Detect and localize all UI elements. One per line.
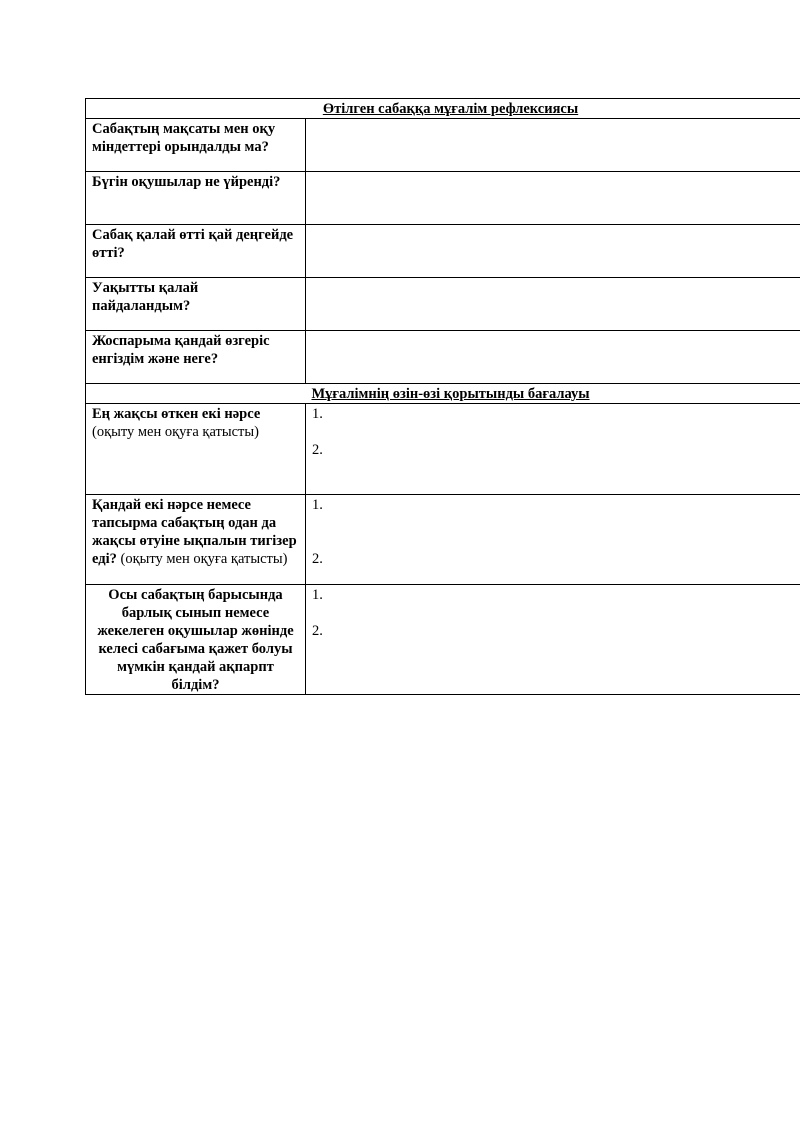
answer-cell[interactable] bbox=[306, 225, 800, 278]
answer-number-2: 2. bbox=[312, 623, 323, 639]
table-row bbox=[86, 495, 800, 585]
answer-number-1: 1. bbox=[312, 587, 323, 603]
answer-cell[interactable] bbox=[306, 172, 800, 225]
answer-cell[interactable] bbox=[306, 585, 800, 695]
table-row bbox=[86, 585, 800, 695]
question-cell: Бүгін оқушылар не үйренді? bbox=[86, 172, 306, 225]
question-text: Қандай екі нәрсе немесе тапсырма сабақтың одан да жақсы өтуіне ықпалын тигізер еді? bbox=[92, 497, 297, 567]
question-cell bbox=[86, 404, 306, 495]
answer-cell[interactable] bbox=[306, 331, 800, 384]
self-assessment-section-title: Мұғалімнің өзін-өзі қорытынды бағалауы bbox=[86, 384, 800, 404]
answer-number-2: 2. bbox=[312, 442, 323, 458]
question-cell bbox=[86, 495, 306, 585]
question-cell: Сабақтың мақсаты мен оқу міндеттері орындалды ма? bbox=[86, 119, 306, 172]
question-cell: Уақытты қалай пайдаландым? bbox=[86, 278, 306, 331]
question-cell: Жоспарыма қандай өзгеріс енгіздім және неге? bbox=[86, 331, 306, 384]
answer-cell[interactable] bbox=[306, 404, 800, 495]
table-row bbox=[86, 172, 800, 225]
answer-cell[interactable] bbox=[306, 119, 800, 172]
question-text: Ең жақсы өткен екі нәрсе bbox=[92, 406, 261, 422]
answer-number-1: 1. bbox=[312, 497, 323, 513]
answer-number-2: 2. bbox=[312, 551, 323, 567]
table-row bbox=[86, 225, 800, 278]
table-row bbox=[86, 331, 800, 384]
reflection-section-title: Өтілген сабаққа мұғалім рефлексиясы bbox=[86, 99, 800, 119]
table-row bbox=[86, 278, 800, 331]
answer-cell[interactable] bbox=[306, 278, 800, 331]
question-note: (оқыту мен оқуға қатысты) bbox=[120, 551, 288, 567]
answer-cell[interactable] bbox=[306, 495, 800, 585]
question-note: (оқыту мен оқуға қатысты) bbox=[92, 424, 259, 440]
lesson-reflection-table bbox=[85, 98, 800, 695]
question-cell: Осы сабақтың барысында барлық сынып немесе жекелеген оқушылар жөнінде келесі сабағыма қажет болуы мүмкін қандай ақпарпт білдім? bbox=[86, 585, 306, 695]
table-row bbox=[86, 119, 800, 172]
question-cell: Сабақ қалай өтті қай деңгейде өтті? bbox=[86, 225, 306, 278]
answer-number-1: 1. bbox=[312, 406, 323, 422]
table-row bbox=[86, 404, 800, 495]
